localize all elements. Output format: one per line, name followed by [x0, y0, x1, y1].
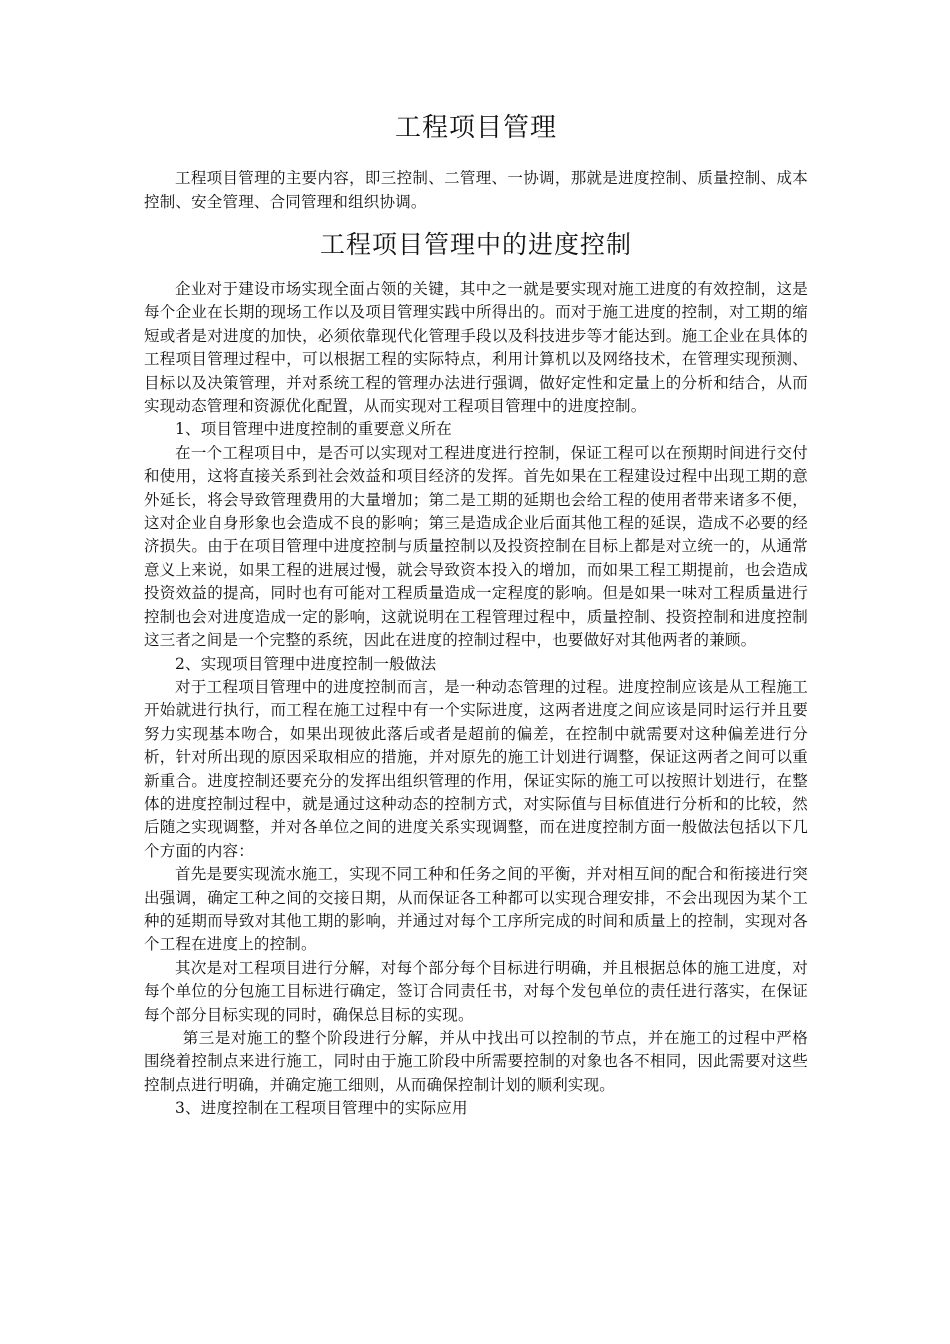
body-paragraph: 在一个工程项目中，是否可以实现对工程进度进行控制，保证工程可以在预期时间进行交付和使用，这将直接关系到社会效益和项目经济的发挥。首先如果在工程建设过程中出现工期的意外延长，将会导致管理费用的大量增加；第二是工期的延期也会给工程的使用者带来诸多不便，这对企业自身形象也会造成不良的影响；第三是造成企业后面其他工程的延误，造成不必要的经济损失。由于在项目管理中进度控制与质量控制以及投资控制在目标上都是对立统一的，从通常意义上来说，如果工程的进展过慢，就会导致资本投入的增加，而如果工程工期提前，也会造成投资效益的提高，同时也有可能对工程质量造成一定程度的影响。但是如果一味对工程质量进行控制也会对进度造成一定的影响，这就说明在工程管理过程中，质量控制、投资控制和进度控制这三者之间是一个完整的系统，因此在进度的控制过程中，也要做好对其他两者的兼顾。	[144, 443, 808, 650]
intro-paragraph: 工程项目管理的主要内容，即三控制、二管理、一协调，那就是进度控制、质量控制、成本控制、安全管理、合同管理和组织协调。	[144, 169, 808, 211]
section-heading-2: 2、实现项目管理中进度控制一般做法	[175, 654, 437, 673]
body-paragraph: 其次是对工程项目进行分解，对每个部分每个目标进行明确，并且根据总体的施工进度，对每个单位的分包施工目标进行确定，签订合同责任书，对每个发包单位的责任进行落实，在保证每个部分目标实现的同时，确保总目标的实现。	[144, 958, 808, 1024]
document-content	[144, 108, 808, 1121]
body-paragraph: 企业对于建设市场实现全面占领的关键，其中之一就是要实现对施工进度的有效控制，这是每个企业在长期的现场工作以及项目管理实践中所得出的。而对于施工进度的控制，对工期的缩短或者是对进度的加快，必须依靠现代化管理手段以及科技进步等才能达到。施工企业在具体的工程项目管理过程中，可以根据工程的实际特点，利用计算机以及网络技术，在管理实现预测、目标以及决策管理，并对系统工程的管理办法进行强调，做好定性和定量上的分析和结合，从而实现动态管理和资源优化配置，从而实现对工程项目管理中的进度控制。	[144, 280, 808, 416]
section-heading-1: 1、项目管理中进度控制的重要意义所在	[175, 420, 452, 439]
body-paragraph: 第三是对施工的整个阶段进行分解，并从中找出可以控制的节点，并在施工的过程中严格围绕着控制点来进行施工，同时由于施工阶段中所需要控制的对象也各不相同，因此需要对这些控制点进行明确，并确定施工细则，从而确保控制计划的顺利实现。	[144, 1029, 808, 1094]
body-paragraph: 首先是要实现流水施工，实现不同工种和任务之间的平衡，并对相互间的配合和衔接进行突出强调，确定工种之间的交接日期，从而保证各工种都可以实现合理安排，不会出现因为某个工种的延期而导致对其他工期的影响，并通过对每个工序所完成的时间和质量上的控制，实现对各个工程在进度上的控制。	[144, 865, 808, 954]
section-heading-3: 3、进度控制在工程项目管理中的实际应用	[175, 1099, 468, 1118]
document-title: 工程项目管理	[394, 113, 557, 143]
body-paragraph: 对于工程项目管理中的进度控制而言，是一种动态管理的过程。进度控制应该是从工程施工开始就进行执行，而工程在施工过程中有一个实际进度，这两者进度之间应该是同时运行并且要努力实现基本吻合，如果出现彼此落后或者是超前的偏差，在控制中就需要对这种偏差进行分析，针对所出现的原因采取相应的措施，并对原先的施工计划进行调整，保证这两者之间可以重新重合。进度控制还要充分的发挥出组织管理的作用，保证实际的施工可以按照计划进行，在整体的进度控制过程中，就是通过这种动态的控制方式，对实际值与目标值进行分析和的比较，然后随之实现调整，并对各单位之间的进度关系实现调整，而在进度控制方面一般做法包括以下几个方面的内容：	[144, 677, 808, 860]
section-title: 工程项目管理中的进度控制	[319, 230, 632, 259]
